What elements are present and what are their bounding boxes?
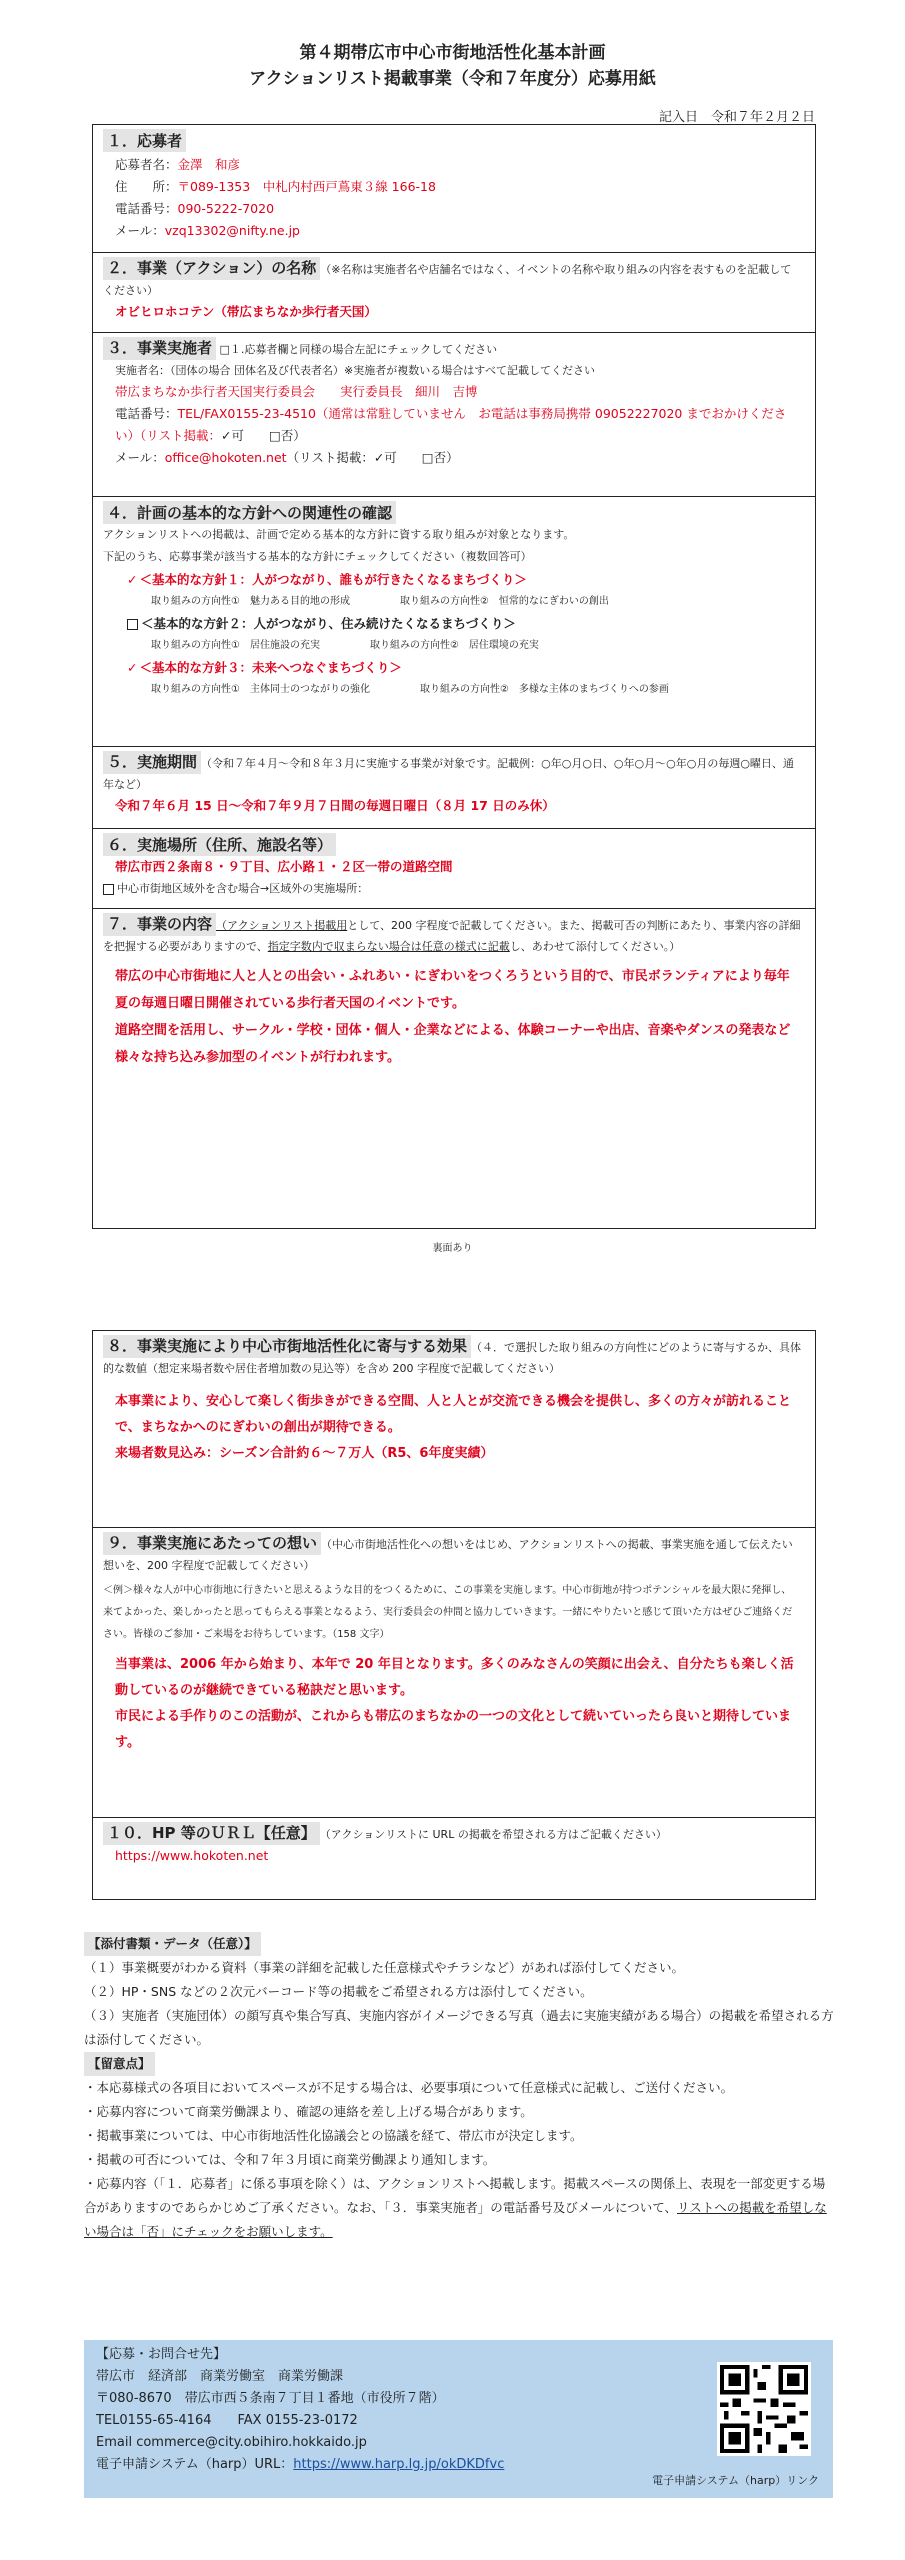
section-note: （※名称は実施者名や店舗名ではなく、イベントの名称や取り組みの内容を表すものを記載してください） <box>103 263 792 297</box>
harp-url-label: 電子申請システム（harp）URL： <box>96 2457 294 2472</box>
implementer-phone: TEL/FAX0155-23-4510（通常は常駐していません お電話は事務局携帯 09052227020 までおかけください）（リスト掲載： <box>115 406 787 443</box>
note-item: ・掲載事業については、中心市街地活性化協議会との協議を経て、帯広市が決定します。 <box>84 2128 583 2143</box>
section-heading: １０．HP 等のＵＲＬ【任意】 <box>103 1822 320 1845</box>
contact-heading: 【応募・お問合せ先】 <box>96 2347 227 2362</box>
attachments-notes <box>84 1932 834 2244</box>
section-heading: ３．事業実施者 <box>103 337 216 360</box>
policy-3-checked[interactable] <box>127 656 801 680</box>
policy-intro: 下記のうち、応募事業が該当する基本的な方針にチェックしてください（複数回答可） <box>103 550 532 563</box>
direction-item: 取り組みの方向性② 多様な主体のまちづくりへの参画 <box>419 684 669 695</box>
section-heading: ４．計画の基本的な方針への関連性の確認 <box>103 501 396 524</box>
contact-phone: TEL0155-65-4164 FAX 0155-23-0172 <box>96 2413 358 2428</box>
outside-area-label: 中心市街地区域外を含む場合→区域外の実施場所： <box>117 882 369 895</box>
contact-box <box>84 2340 833 2498</box>
field-label: 住 所： <box>115 179 178 194</box>
direction-item: 取り組みの方向性② 恒常的なにぎわいの創出 <box>399 596 609 607</box>
section-note: として、200 字程度で記載してください。また、掲載可否の判断にあたり、事業内容の詳細を把握する必要がありますので、 <box>103 919 801 953</box>
policy-label: ＜基本的な方針１：人がつながり、誰もが行きたくなるまちづくり＞ <box>139 572 527 587</box>
contact-address: 〒080-8670 帯広市西５条南７丁目１番地（市役所７階） <box>96 2391 445 2406</box>
section-heading: ９．事業実施にあたっての想い <box>103 1532 321 1555</box>
direction-item: 取り組みの方向性① 居住施設の充実 <box>151 640 320 651</box>
direction-item: 取り組みの方向性① 主体同士のつながりの強化 <box>151 684 370 695</box>
policy-label: ＜基本的な方針２：人がつながり、住み続けたくなるまちづくり＞ <box>141 616 516 631</box>
url-value[interactable]: https://www.hokoten.net <box>115 1848 269 1863</box>
section-heading: ２．事業（アクション）の名称 <box>103 257 320 280</box>
field-label: 実施者名：（団体の場合 団体名及び代表者名）※実施者が複数いる場合はすべて記載してください <box>115 364 595 377</box>
implementer-value: 帯広まちなか歩行者天国実行委員会 実行委員長 細川 吉博 <box>115 384 478 399</box>
visitor-estimate: 来場者数見込み：シーズン合計約６〜７万人（R5、6年度実績） <box>115 1446 494 1461</box>
section-note: （アクションリスト掲載用 <box>216 919 348 932</box>
attachment-item: （３）実施者（実施団体）の顔写真や集合写真、実施内容がイメージできる写真（過去に実施実績がある場合）の掲載を希望される方は添付してください。 <box>84 2008 834 2047</box>
check-mark-icon: ✓ <box>127 572 138 587</box>
applicant-phone: 090-5222-7020 <box>177 201 275 216</box>
contact-email: Email commerce@city.obihiro.hokkaido.jp <box>96 2435 367 2450</box>
checkbox-icon[interactable] <box>103 884 114 895</box>
form-page-1 <box>92 124 816 1229</box>
section-policy <box>93 497 815 747</box>
policy-1-checked[interactable] <box>127 568 801 592</box>
field-label: メール： <box>115 223 165 238</box>
harp-url-link[interactable]: https://www.harp.lg.jp/okDKDfvc <box>293 2457 505 2472</box>
attachment-item: （２）HP・SNS などの２次元バーコード等の掲載をご希望される方は添付してください。 <box>84 1984 593 1999</box>
form-title: 第４期帯広市中心市街地活性化基本計画 <box>299 43 606 63</box>
policy-label: ＜基本的な方針３：未来へつなぐまちづくり＞ <box>139 660 402 675</box>
section-implementer <box>93 333 815 497</box>
implementer-email: office@hokoten.net <box>164 450 287 465</box>
policy-2-unchecked[interactable] <box>127 612 801 636</box>
section-note: し、あわせて添付してください。） <box>509 940 681 953</box>
attachments-heading: 【添付書類・データ（任意）】 <box>84 1932 261 1956</box>
section-heading: １．応募者 <box>103 129 186 152</box>
section-url <box>93 1818 815 1899</box>
example-text: ＜例＞様々な人が中心市街地に行きたいと思えるような目的をつくるために、この事業を実施します。中心市街地が持つポテンシャルを最大限に発揮し、来てよかった、楽しかったと思ってもらえる事業となるよう、実行委員会の仲間と協力していきます。一緒にやりたいと感じて頂いた方はぜひご連絡ください。皆様のご参加・ご来場をお待ちしています。（158 文字） <box>103 1585 793 1640</box>
location-value: 帯広市西２条南８・９丁目、広小路１・２区一帯の道路空間 <box>115 859 453 874</box>
section-applicant <box>93 125 815 253</box>
action-name-value: オビヒロホコテン（帯広まちなか歩行者天国） <box>115 304 377 319</box>
section-action-name <box>93 253 815 333</box>
section-location <box>93 829 815 909</box>
form-page-2 <box>92 1330 816 1900</box>
attachment-item: （１）事業概要がわかる資料（事業の詳細を記載した任意様式やチラシなど）があれば添付してください。 <box>84 1960 685 1975</box>
thoughts-value: 当事業は、2006 年から始まり、本年で 20 年目となります。多くのみなさんの笑顔に出会え、自分たちも楽しく活動しているのが継続できている秘訣だと思います。 市民による手作りのこの活動が、これからも帯広のまちなかの一つの文化として続いていったら良いと期待しています。 <box>115 1657 794 1750</box>
back-page-note: 裏面あり <box>432 1243 473 1254</box>
section-heading: ５．実施期間 <box>103 751 201 774</box>
form-subtitle: アクションリスト掲載事業（令和７年度分）応募用紙 <box>249 69 656 89</box>
notes-heading: 【留意点】 <box>84 2052 155 2076</box>
section-note: （アクションリストに URL の掲載を希望される方はご記載ください） <box>319 1828 667 1841</box>
qr-caption: 電子申請システム（harp）リンク <box>652 2474 819 2487</box>
period-value: 令和７年６月 15 日〜令和７年９月７日間の毎週日曜日（８月 17 日のみ休） <box>115 798 555 813</box>
section-note: □１.応募者欄と同様の場合左記にチェックしてください <box>219 343 498 356</box>
field-label: 電話番号： <box>115 201 178 216</box>
field-label: 電話番号： <box>115 406 178 421</box>
field-label: メール： <box>115 450 165 465</box>
checkbox-icon <box>127 619 138 630</box>
section-heading: ６．実施場所（住所、施設名等） <box>103 833 336 856</box>
email-listing-option: （リスト掲載：✓可 □否） <box>286 450 459 465</box>
section-note: （４．で選択した取り組みの方向性にどのように寄与するか、具体的な数値（想定来場者数や居住者増加数の見込等）を含め 200 字程度で記載してください） <box>103 1341 802 1375</box>
note-item: ・掲載の可否については、令和７年３月頃に商業労働課より通知します。 <box>84 2152 496 2167</box>
entry-date: 記入日 令和７年２月２日 <box>658 110 815 125</box>
note-item: ・応募内容について商業労働課より、確認の連絡を差し上げる場合があります。 <box>84 2104 533 2119</box>
section-effect <box>93 1331 815 1528</box>
contact-org: 帯広市 経済部 商業労働室 商業労働課 <box>96 2369 344 2384</box>
content-value: 帯広の中心市街地に人と人との出会い・ふれあい・にぎわいをつくろうという目的で、市民ボランティアにより毎年夏の毎週日曜日開催されている歩行者天国のイベントです。 道路空間を活用し、サークル・学校・団体・個人・企業などによる、体験コーナーや出店、音楽やダンスの発表など様々な持ち込み参加型のイベントが行われます。 <box>115 969 791 1065</box>
note-item: ・本応募様式の各項目においてスペースが不足する場合は、必要事項について任意様式に記載し、ご送付ください。 <box>84 2080 734 2095</box>
section-heading: ７．事業の内容 <box>103 913 216 936</box>
field-label: 応募者名： <box>115 157 178 172</box>
note-item: ・応募内容（「１．応募者」に係る事項を除く）は、アクションリストへ掲載します。掲載スペースの関係上、表現を一部変更する場合がありますのであらかじめご了承ください。なお、「３．事業実施者」の電話番号及びメールについて、リストへの掲載を希望しない場合は「否」にチェックをお願いします。 <box>84 2176 827 2239</box>
policy-intro: アクションリストへの掲載は、計画で定める基本的な方針に資する取り組みが対象となります。 <box>103 528 575 541</box>
section-thoughts <box>93 1528 815 1818</box>
direction-item: 取り組みの方向性① 魅力ある目的地の形成 <box>151 596 350 607</box>
section-heading: ８．事業実施により中心市街地活性化に寄与する効果 <box>103 1335 471 1358</box>
phone-listing-option: ✓可 □否） <box>221 428 306 443</box>
section-note: 指定字数内で収まらない場合は任意の様式に記載 <box>267 940 510 953</box>
section-content <box>93 909 815 1228</box>
applicant-email: vzq13302@nifty.ne.jp <box>164 223 300 238</box>
section-note: （令和７年４月〜令和８年３月に実施する事業が対象です。記載例：○年○月○日、○年○月〜○年○月の毎週○曜日、通年など） <box>103 757 794 791</box>
direction-item: 取り組みの方向性② 居住環境の充実 <box>369 640 539 651</box>
applicant-name: 金澤 和彦 <box>177 157 241 172</box>
section-period <box>93 747 815 829</box>
effect-value: 本事業により、安心して楽しく街歩きができる空間、人と人とが交流できる機会を提供し、多くの方々が訪れることで、まちなかへのにぎわいの創出が期待できる。 <box>115 1394 792 1435</box>
check-mark-icon: ✓ <box>127 660 138 675</box>
qr-code-icon[interactable] <box>717 2362 811 2456</box>
section-note: （中心市街地活性化への想いをはじめ、アクションリストへの掲載、事業実施を通して伝えたい想いを、200 字程度で記載してください） <box>103 1538 793 1572</box>
applicant-address: 〒089-1353 中札内村西戸蔦東３線 166-18 <box>177 179 436 194</box>
